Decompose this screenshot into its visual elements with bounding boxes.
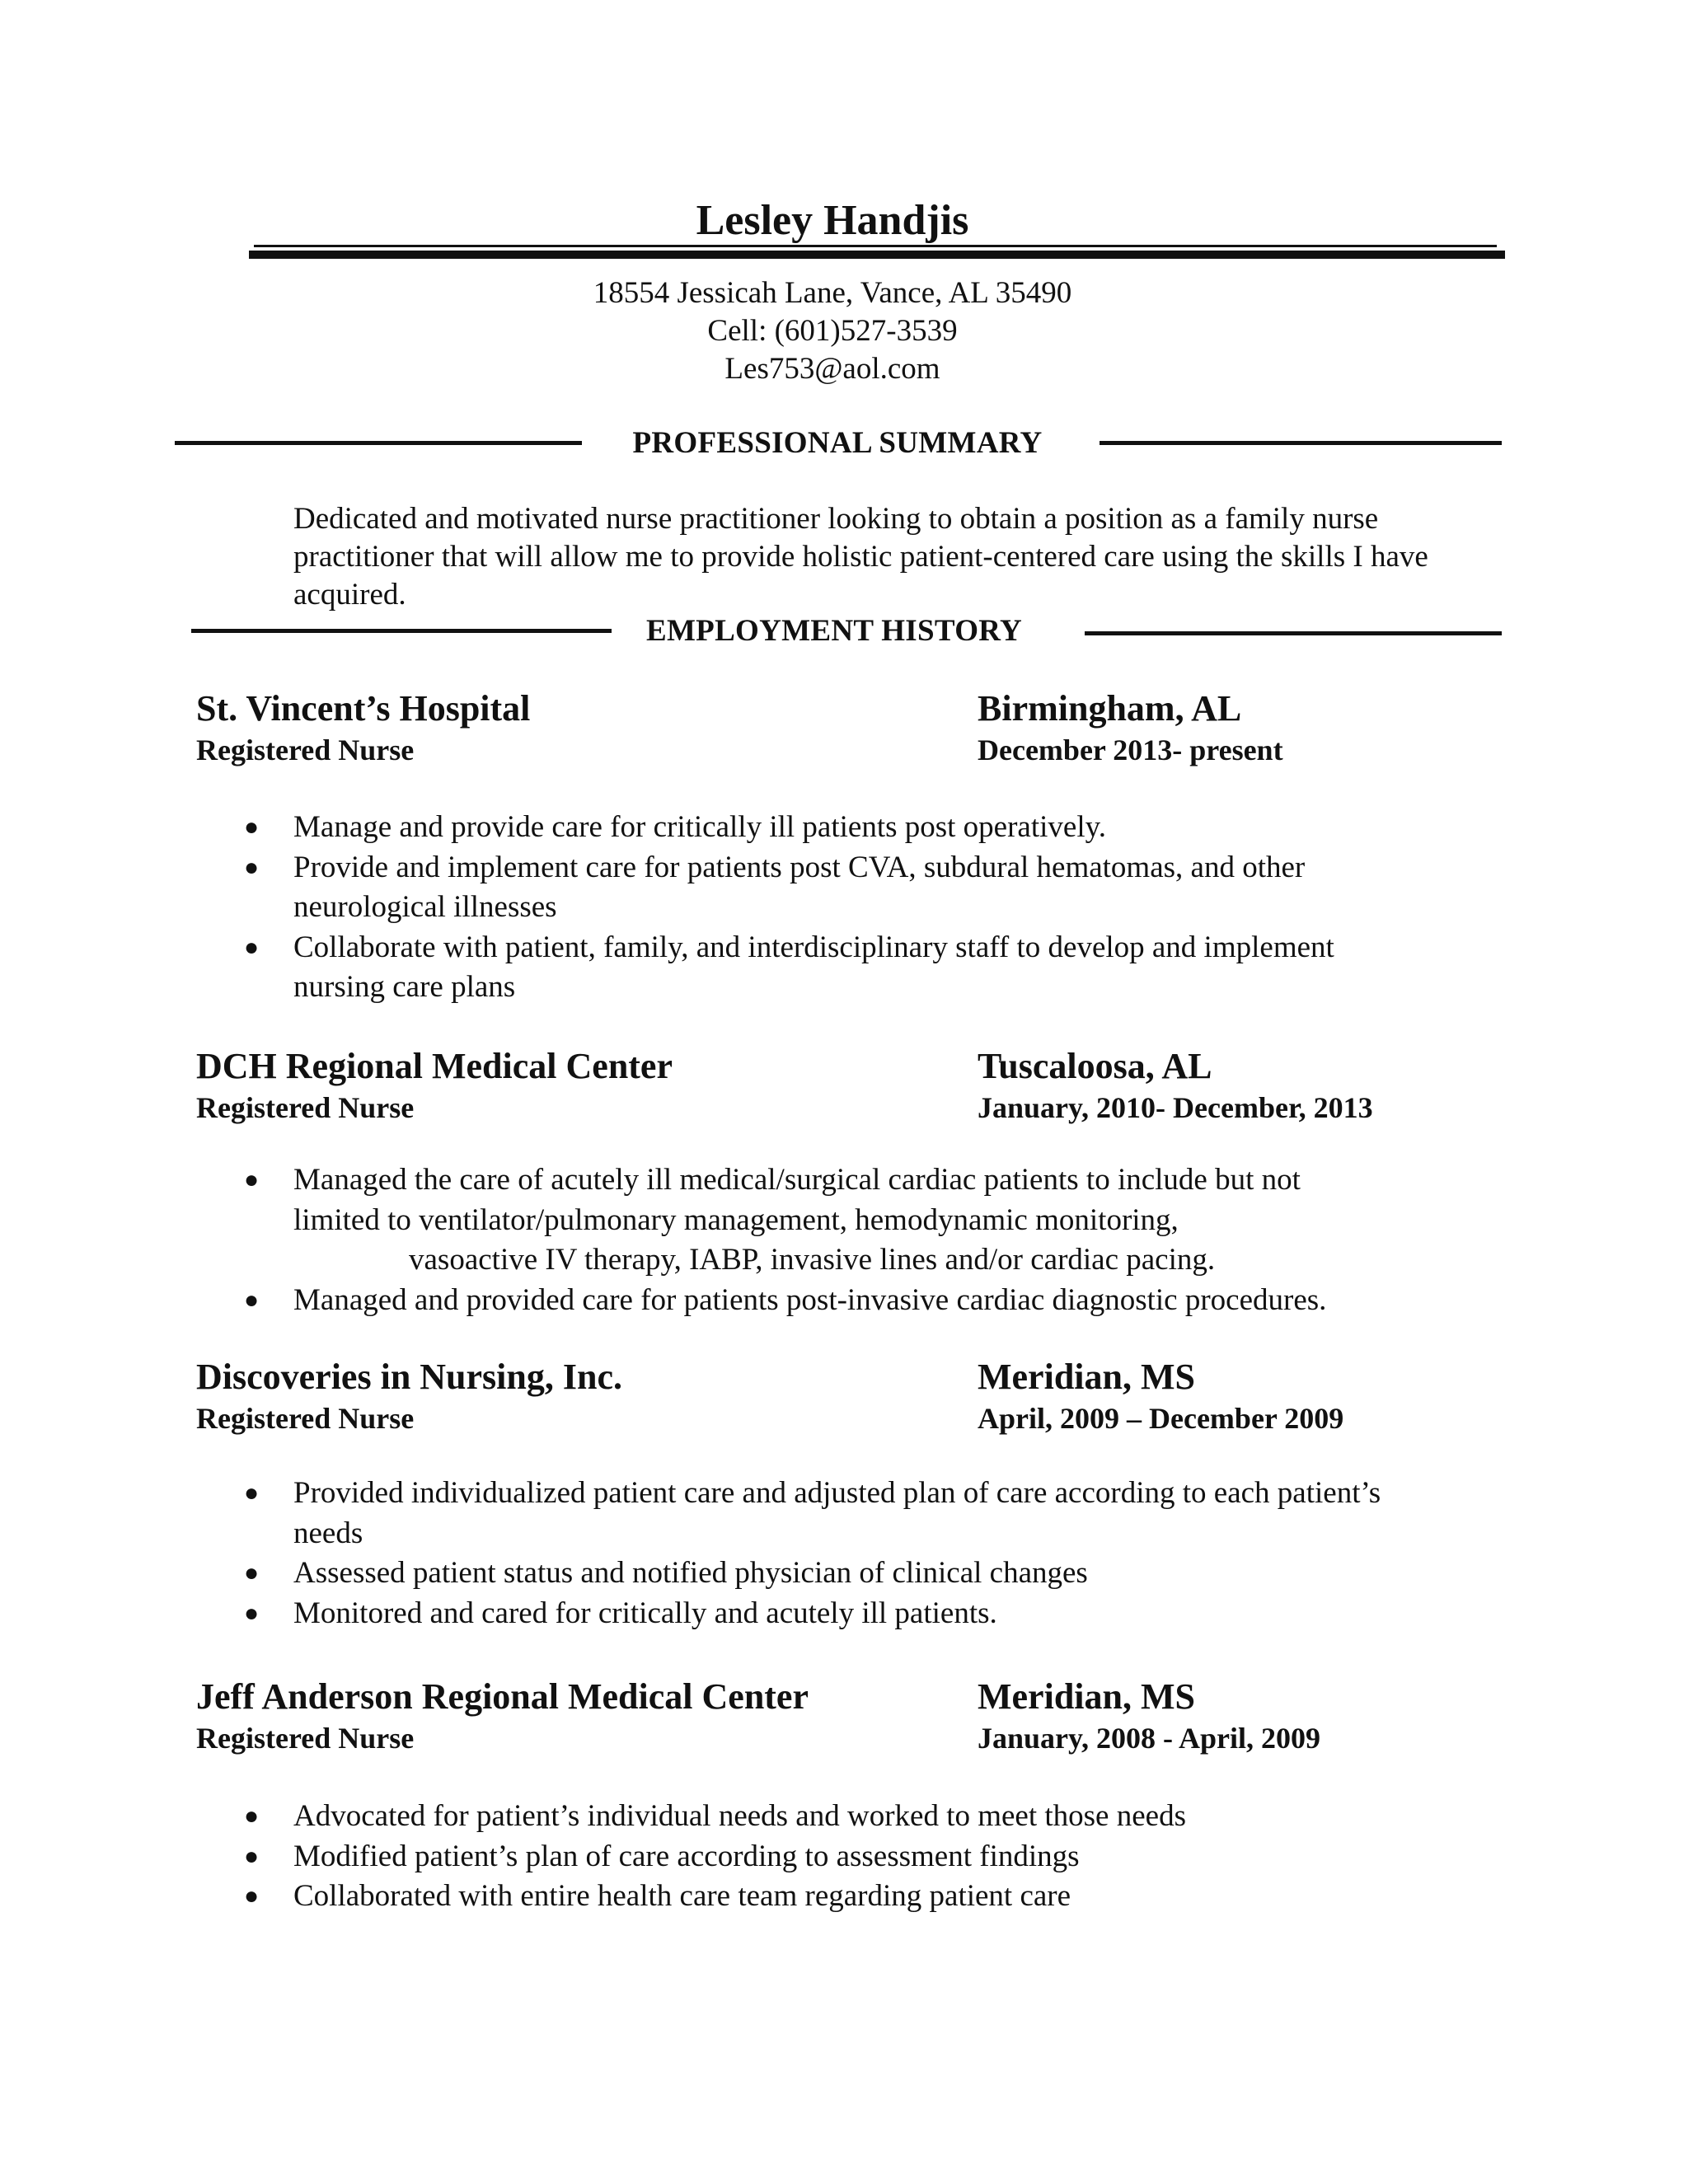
header-rule-thin bbox=[254, 245, 1497, 247]
bullet-icon: ● bbox=[244, 1286, 260, 1314]
job-location: Meridian, MS bbox=[978, 1357, 1195, 1397]
list-item: ● Assessed patient status and notified physician of clinical changes bbox=[239, 1554, 1492, 1594]
summary-rule-right bbox=[1100, 441, 1502, 445]
bullet-icon: ● bbox=[244, 1599, 260, 1627]
job-role: Registered Nurse bbox=[196, 1402, 415, 1435]
job-bullets bbox=[239, 1160, 1492, 1320]
bullet-icon: ● bbox=[244, 1882, 260, 1910]
job-role: Registered Nurse bbox=[196, 1091, 415, 1124]
list-item: ● Provided individualized patient care and adjusted plan of care according to each patient’s bbox=[239, 1474, 1492, 1514]
list-item: ● Managed and provided care for patients post-invasive cardiac diagnostic procedures. bbox=[239, 1281, 1492, 1321]
contact-email[interactable]: Les753@aol.com bbox=[724, 352, 940, 386]
job-location: Meridian, MS bbox=[978, 1676, 1195, 1717]
bullet-icon: ● bbox=[244, 1479, 260, 1507]
list-item-continuation: vasoactive IV therapy, IABP, invasive lines and/or cardiac pacing. bbox=[409, 1243, 1216, 1277]
job-employer: Jeff Anderson Regional Medical Center bbox=[196, 1676, 809, 1717]
job-dates: January, 2008 - April, 2009 bbox=[978, 1722, 1321, 1755]
job-employer: St. Vincent’s Hospital bbox=[196, 688, 531, 729]
header-rule-thick bbox=[249, 251, 1505, 259]
job-bullets bbox=[239, 1474, 1492, 1633]
bullet-icon: ● bbox=[244, 813, 260, 841]
bullet-icon: ● bbox=[244, 1166, 260, 1193]
summary-text: Dedicated and motivated nurse practitioner looking to obtain a position as a family nurse practitioner that will allow me to provide holistic patient-centered care using the skills I have acquired. bbox=[293, 502, 1428, 612]
summary-heading: PROFESSIONAL SUMMARY bbox=[632, 426, 1043, 460]
list-item: ● Collaborated with entire health care team regarding patient care bbox=[239, 1877, 1492, 1917]
job-employer: Discoveries in Nursing, Inc. bbox=[196, 1357, 622, 1397]
employment-rule-left bbox=[191, 629, 612, 633]
bullet-icon: ● bbox=[244, 1559, 260, 1586]
list-item-continuation: neurological illnesses bbox=[293, 890, 557, 924]
job-location: Tuscaloosa, AL bbox=[978, 1046, 1212, 1086]
summary-rule-left bbox=[175, 441, 582, 445]
list-item: ● Provide and implement care for patients post CVA, subdural hematomas, and other bbox=[239, 848, 1492, 888]
bullet-icon: ● bbox=[244, 853, 260, 881]
list-item: ● Collaborate with patient, family, and interdisciplinary staff to develop and implement bbox=[239, 928, 1492, 968]
job-dates: April, 2009 – December 2009 bbox=[978, 1402, 1344, 1435]
job-dates: January, 2010- December, 2013 bbox=[978, 1091, 1373, 1124]
job-role: Registered Nurse bbox=[196, 1722, 415, 1755]
bullet-icon: ● bbox=[244, 1842, 260, 1870]
job-bullets bbox=[239, 1797, 1492, 1917]
list-item: ● Managed the care of acutely ill medical/surgical cardiac patients to include but not bbox=[239, 1160, 1492, 1201]
job-employer: DCH Regional Medical Center bbox=[196, 1046, 673, 1086]
job-location: Birmingham, AL bbox=[978, 688, 1242, 729]
bullet-icon: ● bbox=[244, 1802, 260, 1830]
job-bullets bbox=[239, 808, 1492, 1008]
list-item: ● Manage and provide care for critically ill patients post operatively. bbox=[239, 808, 1492, 848]
job-role: Registered Nurse bbox=[196, 733, 415, 766]
contact-address: 18554 Jessicah Lane, Vance, AL 35490 bbox=[593, 276, 1072, 310]
list-item-continuation: nursing care plans bbox=[293, 970, 516, 1004]
list-item-continuation: limited to ventilator/pulmonary management, hemodynamic monitoring, bbox=[293, 1202, 1179, 1237]
bullet-icon: ● bbox=[244, 933, 260, 961]
list-item: ● Modified patient’s plan of care according to assessment findings bbox=[239, 1837, 1492, 1877]
list-item: ● Advocated for patient’s individual needs and worked to meet those needs bbox=[239, 1797, 1492, 1837]
job-dates: December 2013- present bbox=[978, 733, 1283, 766]
list-item-continuation: needs bbox=[293, 1516, 363, 1550]
list-item: ● Monitored and cared for critically and acutely ill patients. bbox=[239, 1594, 1492, 1634]
contact-cell: Cell: (601)527-3539 bbox=[707, 314, 958, 348]
applicant-name: Lesley Handjis bbox=[696, 197, 969, 244]
employment-rule-right bbox=[1085, 631, 1502, 635]
employment-heading: EMPLOYMENT HISTORY bbox=[645, 614, 1023, 648]
